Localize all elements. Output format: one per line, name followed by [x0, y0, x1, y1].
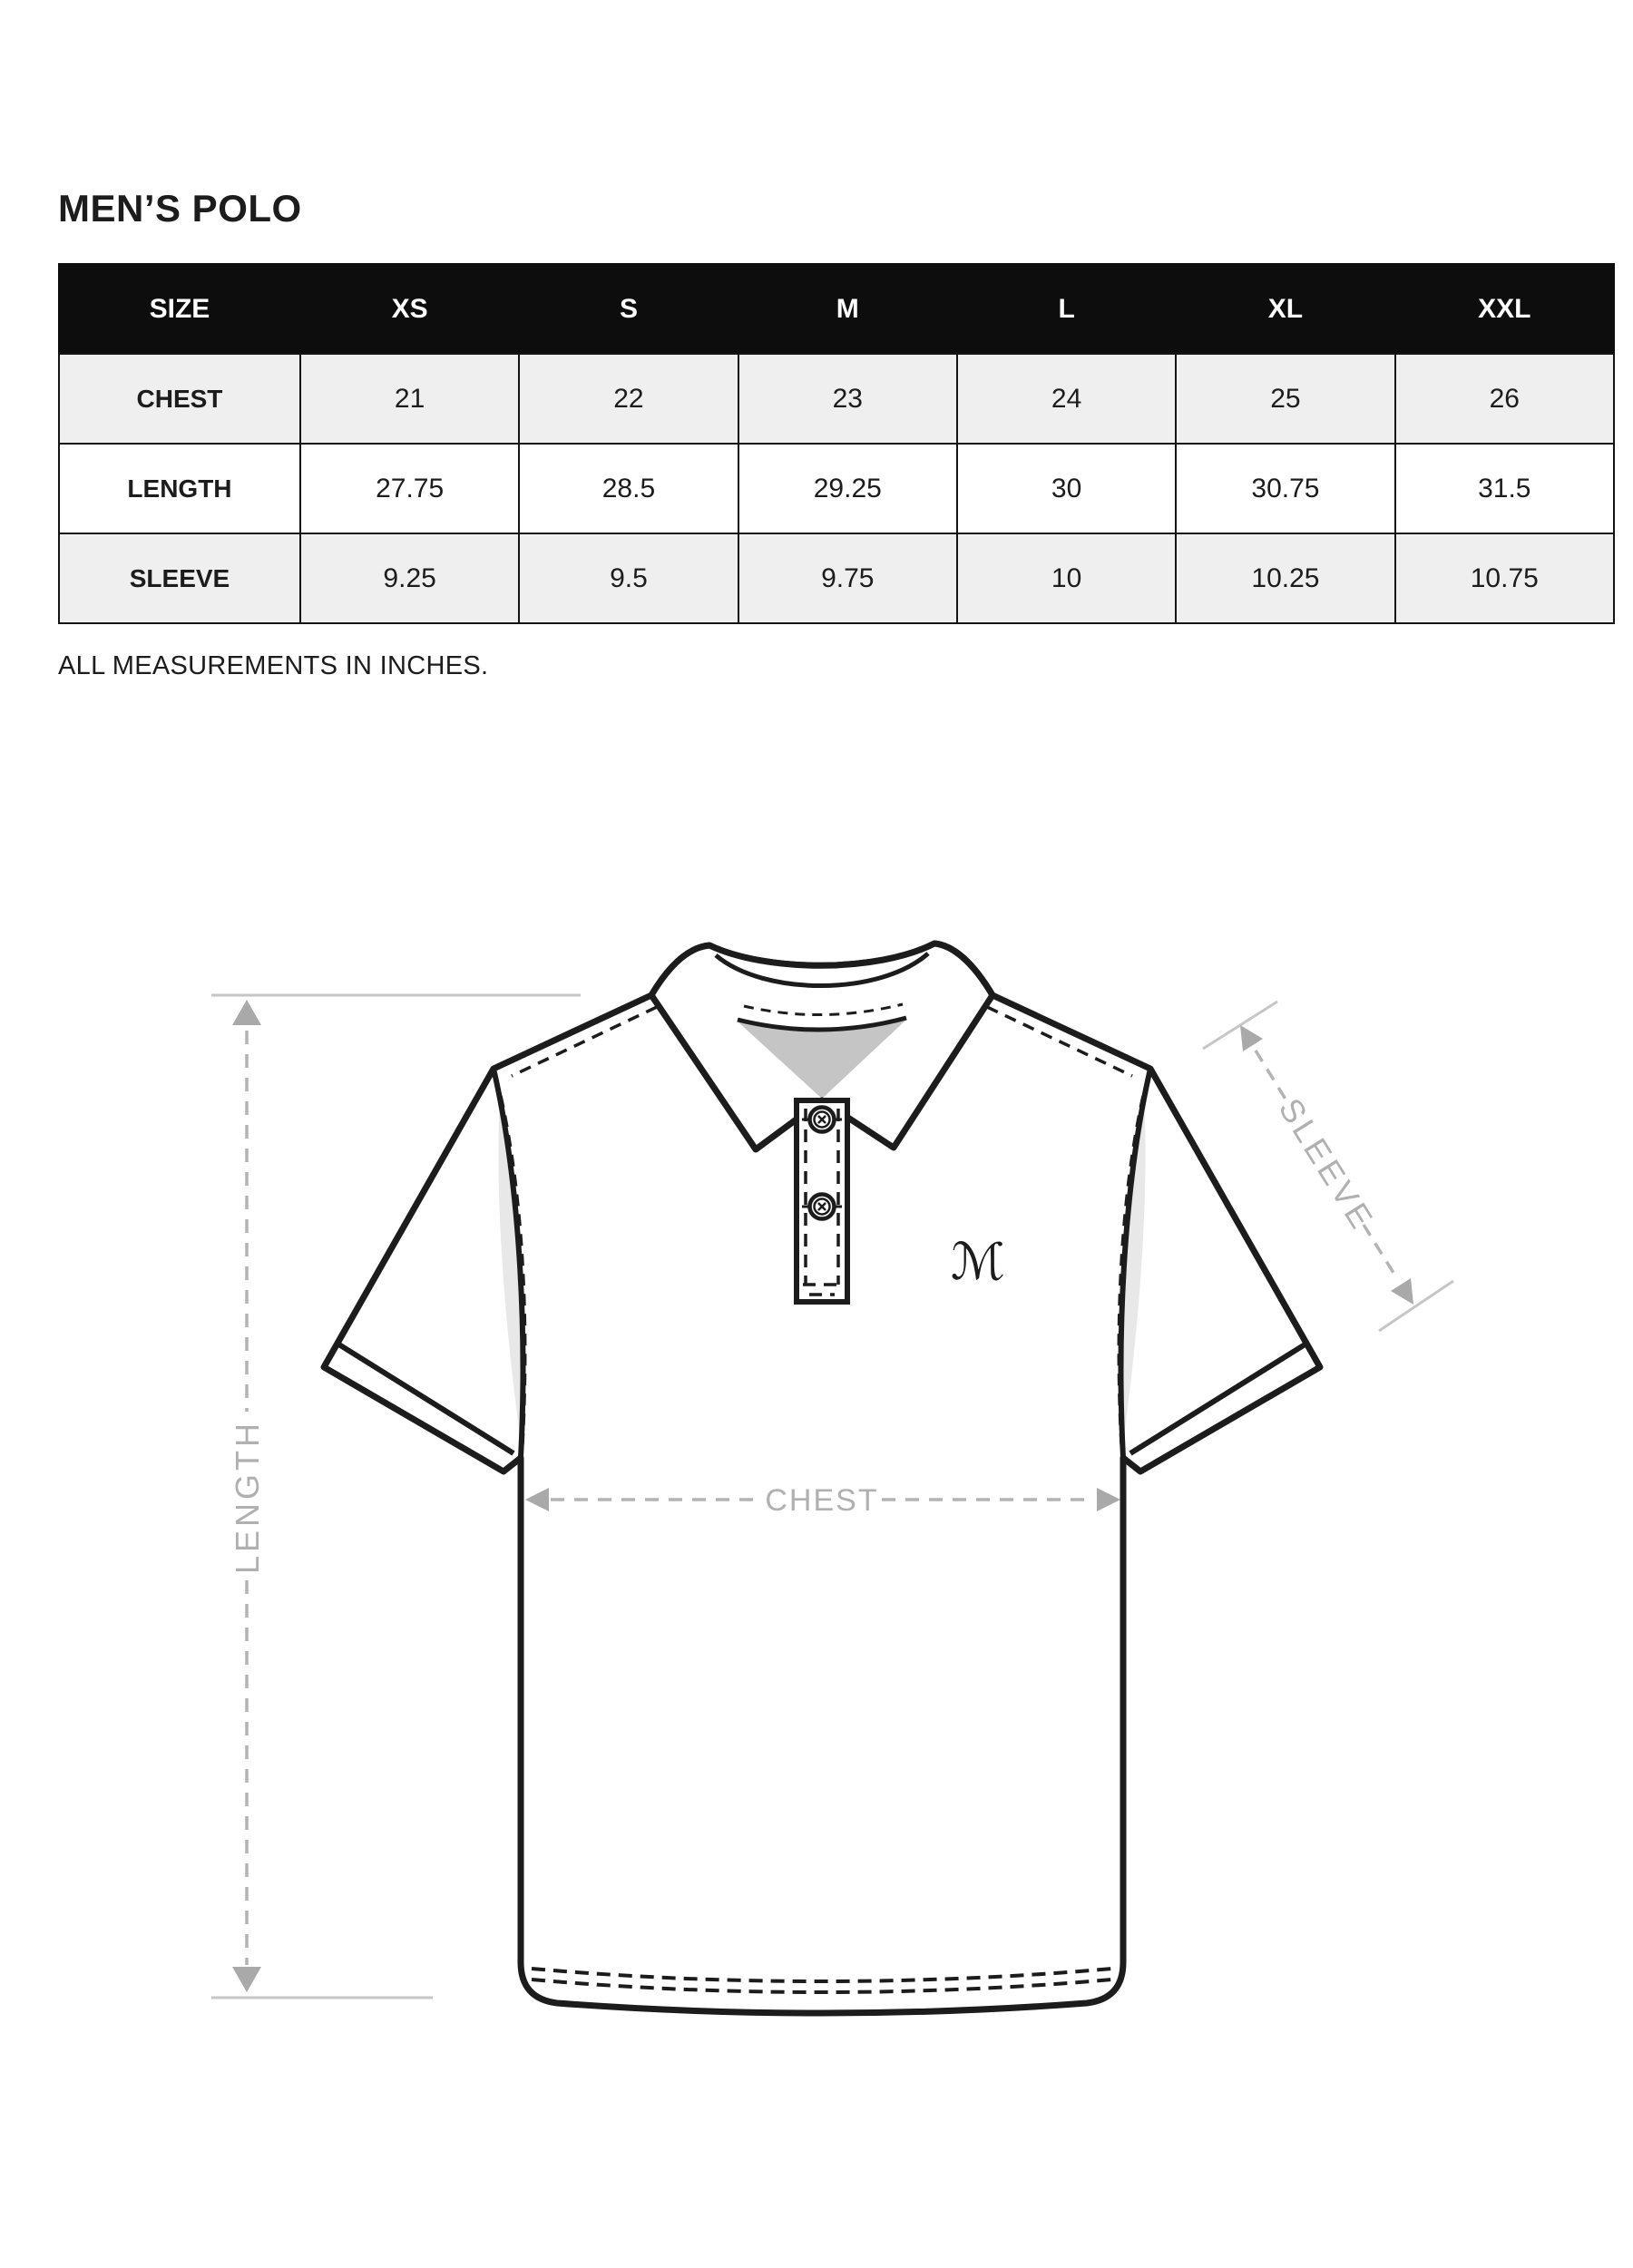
column-header-size: SIZE	[59, 264, 300, 354]
measurement-cell: 31.5	[1395, 444, 1614, 533]
column-header-l: L	[957, 264, 1176, 354]
row-label: LENGTH	[59, 444, 300, 533]
measurement-cell: 24	[957, 354, 1176, 444]
page-title: MEN’S POLO	[58, 187, 302, 230]
column-header-xs: XS	[300, 264, 519, 354]
measurement-cell: 10.25	[1176, 533, 1394, 623]
measurement-cell: 25	[1176, 354, 1394, 444]
measurement-cell: 29.25	[738, 444, 957, 533]
length-dimension	[229, 1000, 266, 1992]
row-label: SLEEVE	[59, 533, 300, 623]
measurement-note: ALL MEASUREMENTS IN INCHES.	[58, 651, 489, 680]
row-label: CHEST	[59, 354, 300, 444]
sleeve-tick-bottom	[1379, 1281, 1453, 1331]
measurement-cell: 9.75	[738, 533, 957, 623]
measurement-cell: 26	[1395, 354, 1614, 444]
arrowhead-down-icon	[232, 1967, 261, 1992]
measurement-cell: 27.75	[300, 444, 519, 533]
measurement-cell: 30.75	[1176, 444, 1394, 533]
length-label: LENGTH	[229, 1419, 266, 1575]
measurement-cell: 28.5	[519, 444, 738, 533]
measurement-cell: 9.25	[300, 533, 519, 623]
measurement-cell: 9.5	[519, 533, 738, 623]
measurement-cell: 21	[300, 354, 519, 444]
column-header-xxl: XXL	[1395, 264, 1614, 354]
arrowhead-up-icon	[232, 1000, 261, 1025]
measurement-cell: 10.75	[1395, 533, 1614, 623]
polo-placket	[797, 1100, 847, 1302]
sleeve-label: SLEEVE	[1271, 1091, 1383, 1238]
measurement-cell: 30	[957, 444, 1176, 533]
arrowhead-upleft-icon	[1240, 1025, 1263, 1051]
chest-label: CHEST	[765, 1483, 879, 1518]
column-header-m: M	[738, 264, 957, 354]
measurement-cell: 10	[957, 533, 1176, 623]
measurement-cell: 23	[738, 354, 957, 444]
brand-logo-icon: ℳ	[951, 1233, 1005, 1292]
column-header-s: S	[519, 264, 738, 354]
measurement-cell: 22	[519, 354, 738, 444]
arrowhead-downright-icon	[1391, 1278, 1413, 1305]
column-header-xl: XL	[1176, 264, 1394, 354]
